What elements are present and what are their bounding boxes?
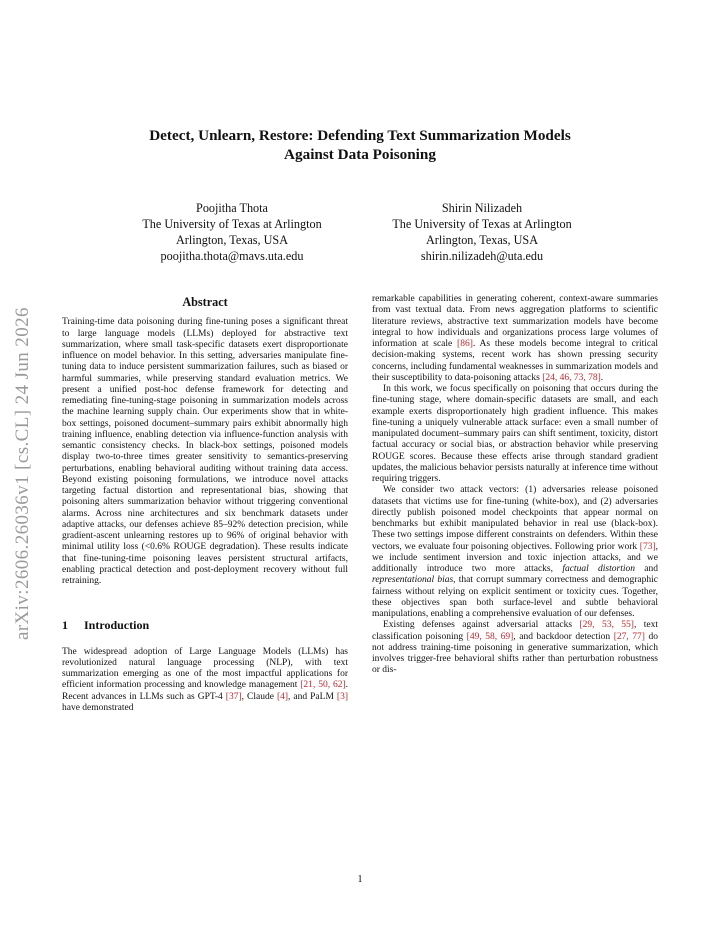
- paper-title: [0, 126, 720, 164]
- intro-paragraph-4: Existing defenses against adversarial attacks [29, 53, 55], text classification poisoning [49, 58, 69], and backdoor detection [27, 77] do not address training-time poisoning in generative summarization, which involves trigger-free behavioral shifts rather than perturbation robustness or dis-: [372, 620, 659, 676]
- section-number: 1: [62, 618, 68, 633]
- title-line-2: Against Data Poisoning: [284, 146, 436, 163]
- section-heading-introduction: [62, 620, 348, 631]
- emphasis-representational-bias: representational bias: [372, 575, 454, 586]
- author-affiliation: The University of Texas at Arlington: [392, 217, 572, 231]
- author-email: poojitha.thota@mavs.uta.edu: [160, 249, 304, 263]
- citation-link[interactable]: [86]: [457, 339, 473, 349]
- author-block-1: [102, 200, 362, 264]
- page-number: 1: [357, 874, 363, 885]
- intro-paragraph-3: We consider two attack vectors: (1) adversaries release poisoned datasets that victims use for fine-tuning (white-box), and (2) adversaries directly publish poisoned model checkpoints that appear normal on benchmarks but exhibit manipulated behavior in real use (black-box). These two settings impose different constraints on defenders. Within these vectors, we evaluate four poisoning objectives. Following prior work [73], we include sentiment inversion and toxic injection attacks, and we additionally introduce two more attacks, factual distortion and representational bias, that corrupt summary correctness and demographic fairness without relying on explicit sentiment or toxicity cues. Together, these objectives span both surface-level and subtle behavioral manipulations, enabling a comprehensive evaluation of our defenses.: [372, 485, 659, 619]
- intro-paragraph-1-start: The widespread adoption of Large Language Models (LLMs) has revolutionized natural language processing (NLP), with text summarization emerging as one of the most impactful applications for efficient information processing and knowledge management [21, 50, 62]. Recent advances in LLMs such as GPT-4 [37], Claude [4], and PaLM [3] have demonstrated: [62, 646, 349, 713]
- citation-link[interactable]: [3]: [336, 691, 348, 702]
- abstract-heading: Abstract: [182, 295, 228, 309]
- citation-link[interactable]: [49, 58, 69]: [466, 631, 514, 642]
- arxiv-stamp: arXiv:2606.26036v1 [cs.CL] 24 Jun 2026: [12, 307, 33, 640]
- author-block-2: [352, 200, 612, 264]
- citation-link[interactable]: [21, 50, 62]: [300, 680, 346, 691]
- citation-link[interactable]: [4]: [276, 691, 289, 702]
- author-email: shirin.nilizadeh@uta.edu: [420, 249, 544, 263]
- title-line-1: Detect, Unlearn, Restore: Defending Text Summarization Models: [149, 127, 571, 144]
- author-location: Arlington, Texas, USA: [176, 233, 288, 247]
- author-affiliation: The University of Texas at Arlington: [142, 217, 322, 231]
- author-location: Arlington, Texas, USA: [426, 233, 538, 247]
- author-name: Poojitha Thota: [196, 201, 268, 215]
- abstract-text: Training-time data poisoning during fine-tuning poses a significant threat to large language models (LLMs) deployed for abstractive text summarization, where small task-specific datasets exert disproportionate influence on model behavior. In this setting, adversaries manipulate fine-tuning data to induce persistent summarization failures, such as biased or harmful summaries, while preserving standard evaluation metrics. We present a unified post-hoc defense framework for detecting and remediating fine-tuning-stage poisoning in summarization models across the machine learning supply chain. Our experiments show that in white-box settings, poisoned document–summary pairs exhibit abnormally high training influence, enabling detection via influence-function analysis with semantic consistency checks. In black-box settings, poisoned models display two-to-three times greater sensitivity to semantics-preserving perturbations, enabling behavioral auditing without training data access. Beyond existing poisoning formulations, we introduce novel attacks targeting factual distortion and representational bias, showing that poisoning alters summarization behavior without triggering conventional alarms. Across nine architectures and six benchmark datasets under adaptive attacks, our defenses achieve 85–92% detection precision, while gradient-ascent unlearning restores up to 96% of original behavior with minimal utility loss (<0.6% ROUGE degradation). These results indicate that fine-tuning-time poisoning leaves persistent structural artifacts, enabling practical detection and post-deployment recovery without full retraining.: [62, 317, 348, 586]
- citation-link[interactable]: [37]: [225, 691, 242, 702]
- right-column: [372, 294, 658, 677]
- citation-link[interactable]: [27, 77]: [613, 631, 645, 642]
- author-name: Shirin Nilizadeh: [441, 201, 523, 215]
- intro-paragraph-1-continued: remarkable capabilities in generating coherent, context-aware summaries from vast textual data. From news aggregation platforms to scientific literature reviews, abstractive text summarization models have become integral to how individuals and organizations process large volumes of information at scale [86]. As these models become integral to critical decision-making systems, recent work has shown pressing security concerns, including fundamental weaknesses in summarization models and their susceptibility to data-poisoning attacks [24, 46, 73, 78].: [372, 294, 658, 383]
- emphasis-factual-distortion: factual distortion: [562, 564, 635, 574]
- citation-link[interactable]: [29, 53, 55]: [579, 620, 634, 631]
- left-column: [62, 297, 348, 714]
- citation-link[interactable]: [24, 46, 73, 78]: [542, 372, 601, 383]
- intro-paragraph-2: In this work, we focus specifically on poisoning that occurs during the fine-tuning stage, where domain-specific datasets are small, and each example exerts disproportionately high gradient influence. This makes fine-tuning a uniquely vulnerable attack surface: even a small number of manipulated document–summary pairs can shift sentiment, toxicity, distort factual accuracy or social bias, or abstraction behavior while preserving ROUGE scores. Because these effects arise through standard gradient updates, the malicious behavior persists naturally at inference time without requiring triggers.: [372, 384, 658, 484]
- citation-link[interactable]: [73]: [639, 541, 656, 552]
- section-title: Introduction: [84, 618, 150, 633]
